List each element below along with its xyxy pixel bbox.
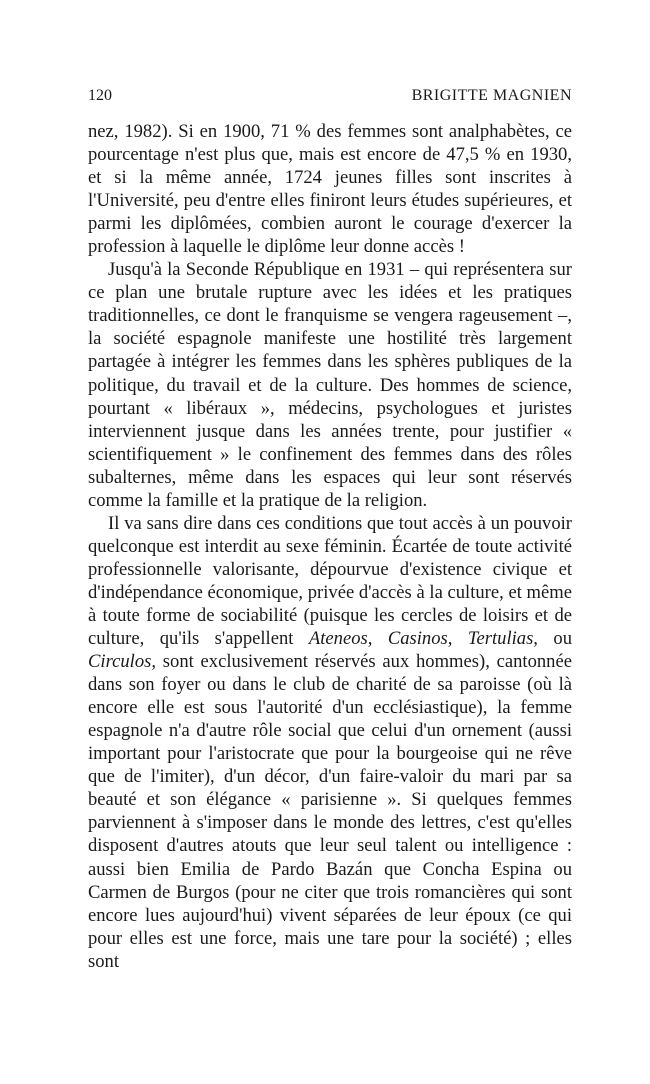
paragraph-3 [88,512,572,973]
paragraph-1: nez, 1982). Si en 1900, 71 % des femmes sont analphabètes, ce pourcentage n'est plus que, mais est encore de 47,5 % en 1930, et si la même année, 1724 jeunes filles sont inscrites à l'Université, peu d'entre elles finiront leurs études supérieures, et parmi les diplômées, combien auront le courage d'exercer la profession à laquelle le diplôme leur donne accès ! [88,121,572,258]
running-head [88,86,572,106]
paragraph-3-italic-2: Circulos, [88,651,157,673]
paragraph-3-part-1: Il va sans dire dans ces conditions que tout accès à un pouvoir quelconque est interdit au sexe féminin. Écartée de toute activité professionnelle valorisante, dépourvue d'existence civique et d'indépendance économique, privée d'accès à la culture, et même à toute forme de sociabilité (puisque les cercles de loisirs et de culture, qu'ils s'appellent [88,512,572,650]
paragraph-3-italic-1: Ateneos, Casinos, Tertulias, [308,628,538,650]
body-text [88,120,572,973]
paragraph-3-part-3: sont exclusivement réservés aux hommes), cantonnée dans son foyer ou dans le club de charité de sa paroisse (où là encore elle est sous l'autorité d'un ecclésiastique), la femme espagnole n'a d'autre rôle social que celui d'un ornement (aussi important pour l'aristocrate que pour la bourgeoise qui ne rêve que de l'imiter), d'un décor, d'un faire-valoir du mari par sa beauté et son élégance « parisienne ». Si quelques femmes parviennent à s'imposer dans le monde des lettres, c'est qu'elles disposent d'autres atouts que leur seul talent ou intelligence : aussi bien Emilia de Pardo Bazán que Concha Espina ou Carmen de Burgos (pour ne citer que trois romancières qui sont encore lues aujourd'hui) vivent séparées de leur époux (ce qui pour elles est une force, mais une tare pour la société) ; elles sont [88,651,572,972]
paragraph-2: Jusqu'à la Seconde République en 1931 – qui représentera sur ce plan une brutale rupture avec les idées et les pratiques traditionnelles, ce dont le franquisme se vengera rageusement –, la société espagnole manifeste une hostilité très largement partagée à intégrer les femmes dans les sphères publiques de la politique, du travail et de la culture. Des hommes de science, pourtant « libéraux », médecins, psychologues et juristes interviennent jusque dans les années trente, pour justifier « scientifiquement » le confinement des femmes dans des rôles subalternes, même dans les espaces qui leur sont réservés comme la famille et la pratique de la religion. [88,259,572,511]
paragraph-3-part-2: ou [537,628,573,650]
page-number: 120 [88,87,112,104]
running-title: BRIGITTE MAGNIEN [411,87,572,104]
book-page [88,86,572,973]
